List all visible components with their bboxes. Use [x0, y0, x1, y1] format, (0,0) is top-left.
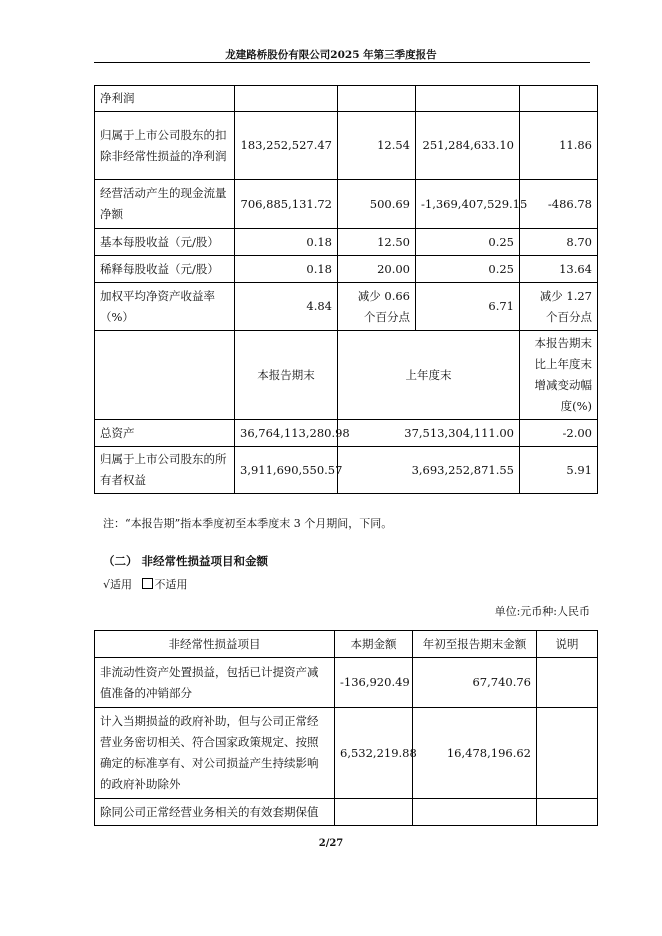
page-number: 2/27 [318, 838, 344, 849]
table-header-row [95, 631, 598, 658]
table-cell-empty [95, 331, 235, 420]
row-label: 加权平均净资产收益率（%） [95, 283, 235, 331]
table-cell: 12.50 [338, 229, 416, 256]
table-cell: 6.71 [416, 283, 520, 331]
table-cell: 0.18 [235, 256, 338, 283]
row-label: 稀释每股收益（元/股） [95, 256, 235, 283]
column-header: 上年度末 [338, 331, 520, 420]
row-label: 经营活动产生的现金流量净额 [95, 180, 235, 229]
row-label: 净利润 [95, 86, 235, 112]
page-header-title: 龙建路桥股份有限公司2025 年第三季度报告 [225, 49, 437, 61]
table-cell: 0.25 [416, 229, 520, 256]
table-cell: -136,920.49 [335, 658, 413, 708]
column-header: 本期金额 [335, 631, 413, 658]
table-row [95, 447, 598, 494]
table-row [95, 799, 598, 826]
table-cell [537, 708, 598, 799]
row-label: 除同公司正常经营业务相关的有效套期保值 [95, 799, 335, 826]
table-cell: 0.18 [235, 229, 338, 256]
table-cell [335, 799, 413, 826]
table-cell [235, 86, 338, 112]
table-cell: 37,513,304,111.00 [338, 420, 520, 447]
table-cell: 5.91 [520, 447, 598, 494]
checkbox-unchecked-icon [142, 578, 153, 589]
row-label: 归属于上市公司股东的所有者权益 [95, 447, 235, 494]
table-row [95, 229, 598, 256]
table-header-row [95, 331, 598, 420]
table-row [95, 256, 598, 283]
table-cell: 减少 0.66 个百分点 [338, 283, 416, 331]
table-cell: 36,764,113,280.98 [235, 420, 338, 447]
table-cell: 500.69 [338, 180, 416, 229]
table-cell: 4.84 [235, 283, 338, 331]
table-row [95, 420, 598, 447]
table-cell: 16,478,196.62 [413, 708, 537, 799]
table-row [95, 86, 598, 112]
column-header: 本报告期末比上年度末增减变动幅度(%) [520, 331, 598, 420]
table-cell: 251,284,633.10 [416, 112, 520, 180]
header-divider [94, 62, 590, 63]
column-header: 年初至报告期末金额 [413, 631, 537, 658]
row-label: 计入当期损益的政府补助，但与公司正常经营业务密切相关、符合国家政策规定、按照确定的标准享有、对公司损益产生持续影响的政府补助除外 [95, 708, 335, 799]
table-cell: 3,693,252,871.55 [338, 447, 520, 494]
table-cell [338, 86, 416, 112]
table-cell: 706,885,131.72 [235, 180, 338, 229]
table-row [95, 283, 598, 331]
table-row [95, 112, 598, 180]
table-cell: 3,911,690,550.57 [235, 447, 338, 494]
table-cell [520, 86, 598, 112]
table-row [95, 708, 598, 799]
currency-unit-label: 单位:元币种:人民币 [494, 605, 590, 618]
table-cell: -1,369,407,529.15 [416, 180, 520, 229]
table-cell: -486.78 [520, 180, 598, 229]
not-applicable-option: 不适用 [154, 578, 188, 591]
section-heading: （二） 非经常性损益项目和金额 [103, 554, 269, 568]
table-cell [537, 658, 598, 708]
table-cell: 183,252,527.47 [235, 112, 338, 180]
column-header: 本报告期末 [235, 331, 338, 420]
non-recurring-items-table [94, 630, 598, 826]
applicability-checkboxes [103, 576, 188, 592]
table-cell: 6,532,219.88 [335, 708, 413, 799]
table-row [95, 180, 598, 229]
table-cell [537, 799, 598, 826]
row-label: 归属于上市公司股东的扣除非经常性损益的净利润 [95, 112, 235, 180]
table-cell: 8.70 [520, 229, 598, 256]
table-cell: 12.54 [338, 112, 416, 180]
row-label: 基本每股收益（元/股） [95, 229, 235, 256]
applicable-option: √适用 [103, 578, 133, 591]
table-cell [416, 86, 520, 112]
column-header: 说明 [537, 631, 598, 658]
row-label: 总资产 [95, 420, 235, 447]
table-cell: 11.86 [520, 112, 598, 180]
financial-indicators-table [94, 85, 598, 494]
table-cell [413, 799, 537, 826]
table-cell: 67,740.76 [413, 658, 537, 708]
table-cell: -2.00 [520, 420, 598, 447]
column-header: 非经常性损益项目 [95, 631, 335, 658]
table-cell: 20.00 [338, 256, 416, 283]
table-cell: 0.25 [416, 256, 520, 283]
table-cell: 减少 1.27 个百分点 [520, 283, 598, 331]
table-footnote: 注：“本报告期”指本季度初至本季度末 3 个月期间，下同。 [103, 517, 393, 530]
table-cell: 13.64 [520, 256, 598, 283]
table-row [95, 658, 598, 708]
row-label: 非流动性资产处置损益，包括已计提资产减值准备的冲销部分 [95, 658, 335, 708]
